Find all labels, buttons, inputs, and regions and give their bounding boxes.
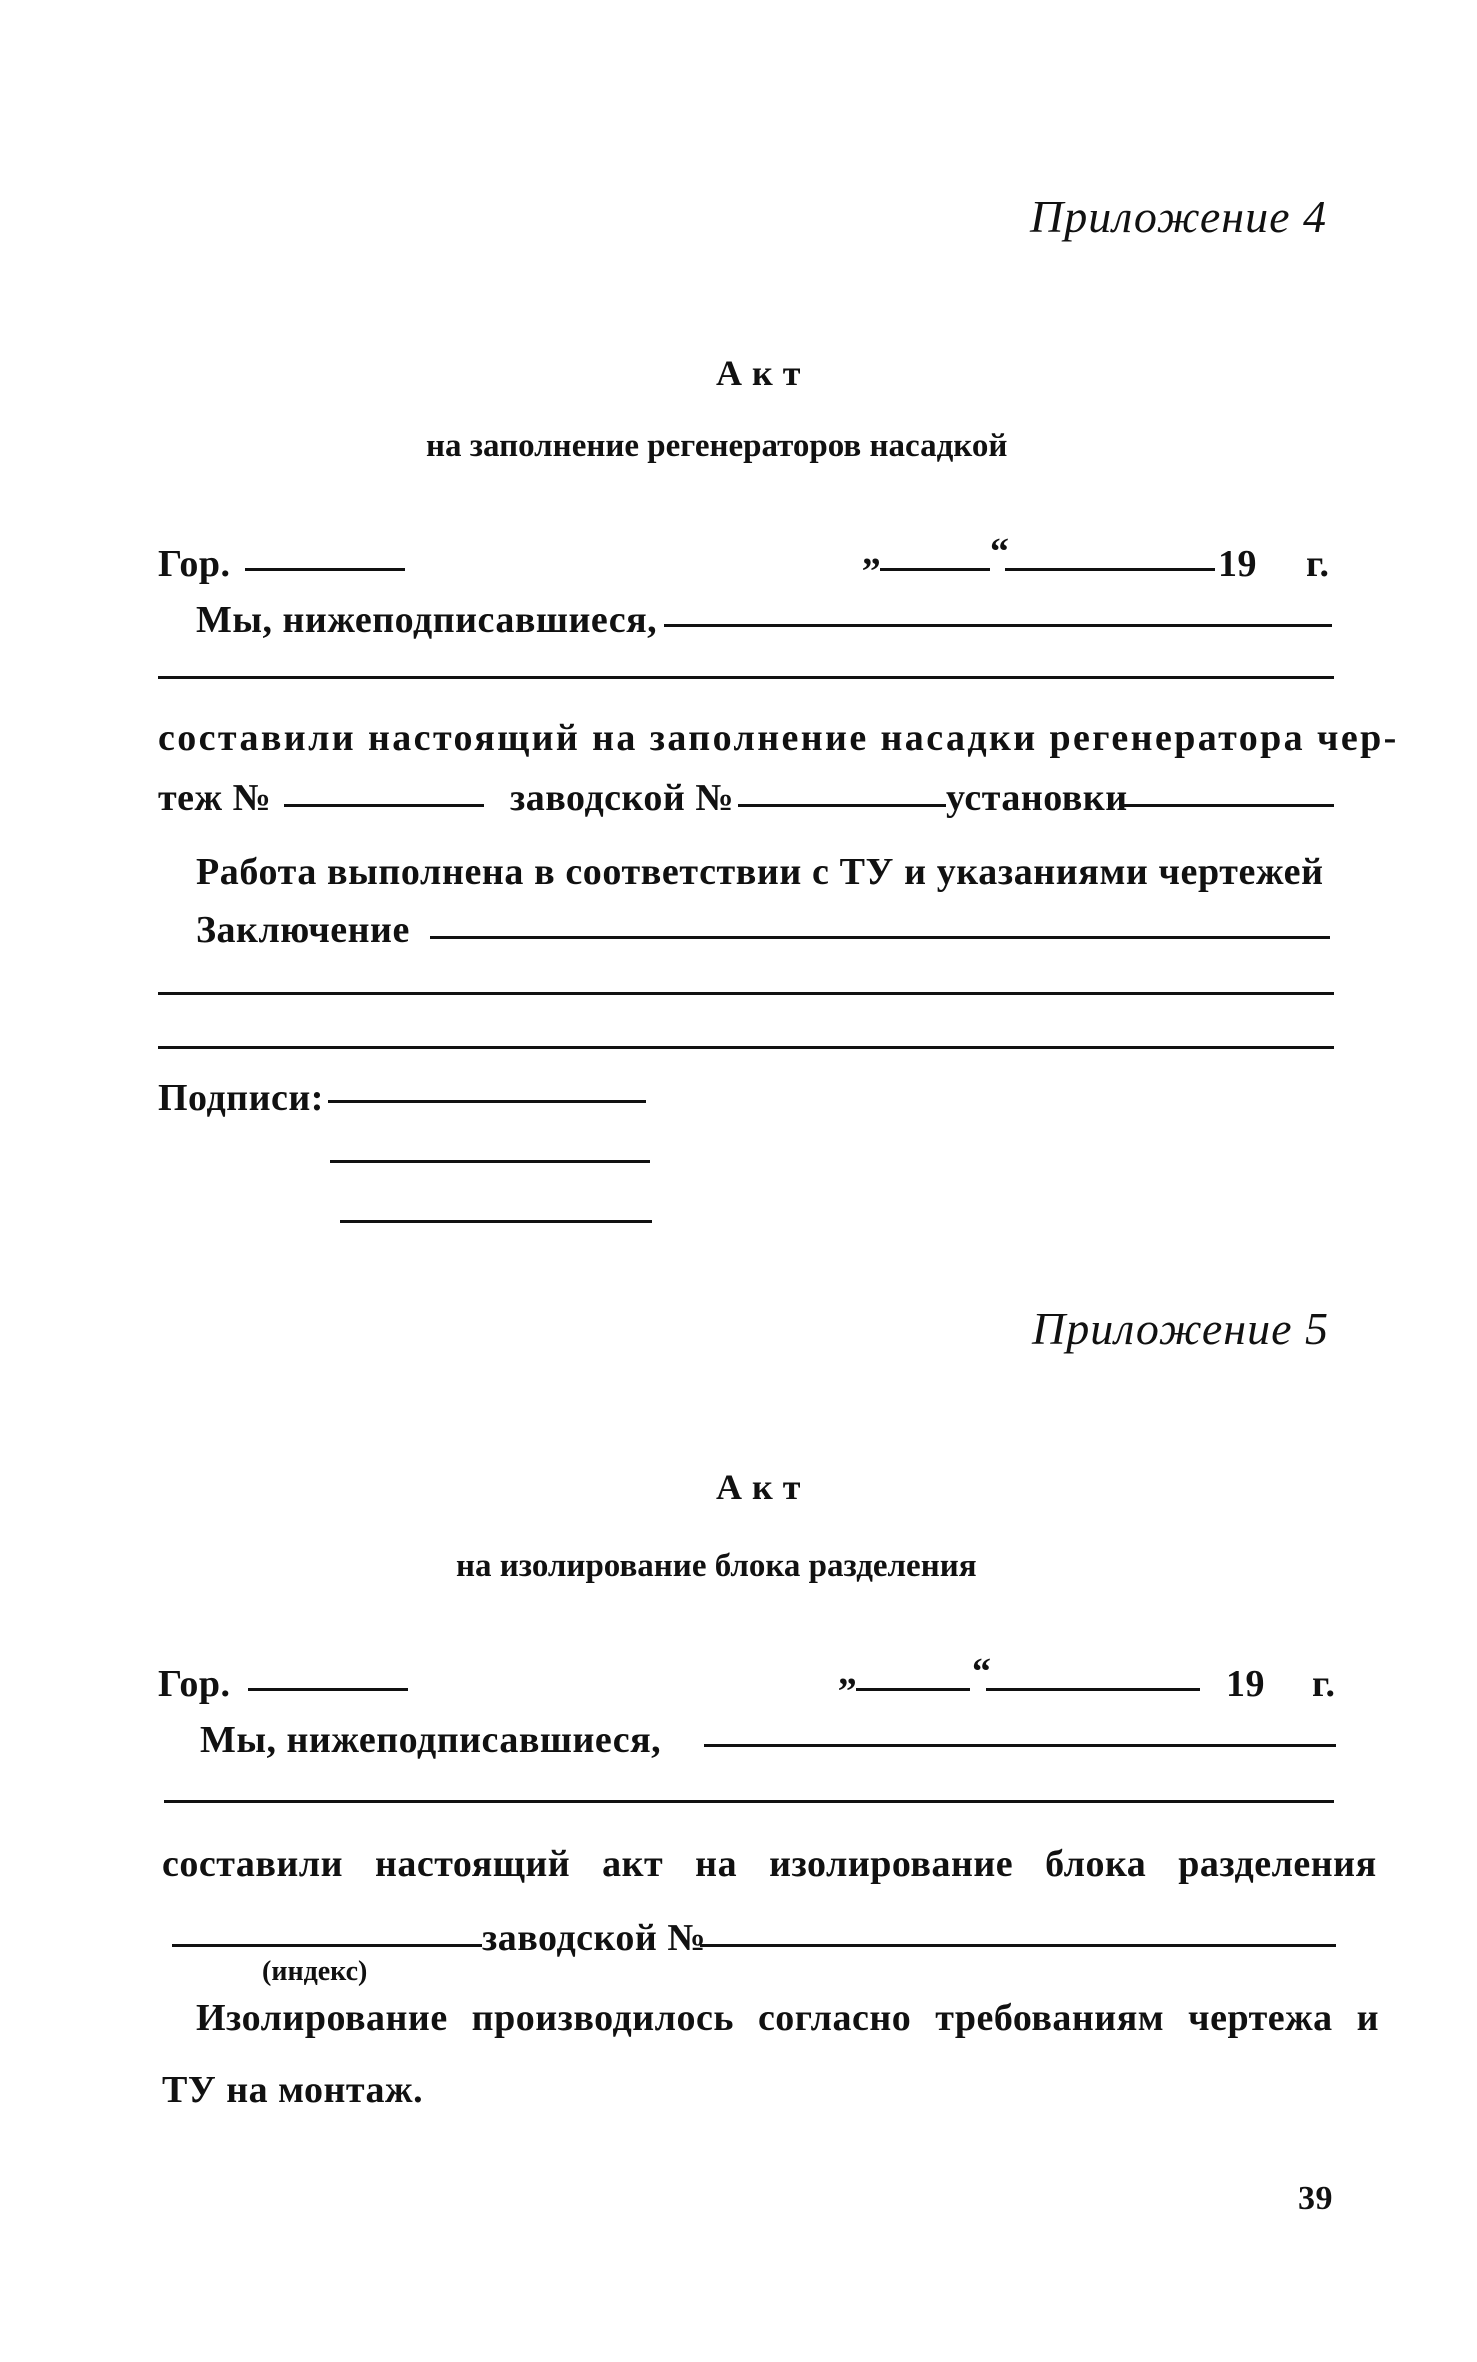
city-field[interactable] [245, 568, 405, 571]
signature-line-1[interactable] [328, 1100, 646, 1103]
index-field[interactable] [172, 1944, 482, 1947]
index-caption: (индекс) [262, 1956, 368, 1987]
conclusion-label: Заключение [196, 909, 410, 951]
tu-line: ТУ на монтаж. [162, 2069, 424, 2111]
appendix-5-header: Приложение 5 [1032, 1303, 1330, 1354]
undersigned-field[interactable] [704, 1744, 1336, 1747]
city-label: Гор. [158, 543, 231, 585]
appendix-4-header: Приложение 4 [1030, 191, 1328, 242]
year-suffix: г. [1312, 1663, 1336, 1705]
drawing-no-label: теж № [158, 777, 272, 819]
conclusion-field[interactable] [430, 936, 1330, 939]
drawing-no-field[interactable] [284, 804, 484, 807]
factory-no-label: заводской № [510, 777, 734, 819]
signatures-label: Подписи: [158, 1077, 324, 1119]
signature-line-2[interactable] [330, 1160, 650, 1163]
act-title: Акт [716, 353, 811, 393]
installation-label: установки [946, 777, 1128, 819]
date-quote-open: „ [862, 531, 881, 573]
date-quote-close: “ [972, 1651, 991, 1693]
undersigned-field-line-2[interactable] [164, 1800, 1334, 1803]
conclusion-field-line-3[interactable] [158, 1046, 1334, 1049]
act-subtitle: на изолирование блока разделения [456, 1548, 977, 1584]
year-prefix: 19 [1218, 543, 1257, 585]
signature-line-3[interactable] [340, 1220, 652, 1223]
factory-no-label: заводской № [482, 1917, 706, 1959]
date-month-field[interactable] [1005, 568, 1215, 571]
we-undersigned-label: Мы, нижеподписавшиеся, [196, 599, 658, 641]
year-suffix: г. [1306, 543, 1330, 585]
date-quote-open: „ [838, 1651, 857, 1693]
undersigned-field[interactable] [664, 624, 1332, 627]
factory-no-field[interactable] [700, 1944, 1336, 1947]
city-field[interactable] [248, 1688, 408, 1691]
act-title: Акт [716, 1467, 811, 1507]
city-label: Гор. [158, 1663, 231, 1705]
date-day-field[interactable] [856, 1688, 970, 1691]
year-prefix: 19 [1226, 1663, 1265, 1705]
factory-no-field[interactable] [738, 804, 946, 807]
page-number: 39 [1298, 2180, 1333, 2217]
we-undersigned-label: Мы, нижеподписавшиеся, [200, 1719, 662, 1761]
act-subtitle: на заполнение регенераторов насадкой [426, 428, 1008, 464]
insulation-line: Изолирование производилось согласно требованиям чертежа и [196, 1997, 1380, 2039]
date-month-field[interactable] [986, 1688, 1200, 1691]
date-quote-close: “ [990, 531, 1009, 573]
installation-field[interactable] [1122, 804, 1334, 807]
date-day-field[interactable] [880, 568, 990, 571]
undersigned-field-line-2[interactable] [158, 676, 1334, 679]
conclusion-field-line-2[interactable] [158, 992, 1334, 995]
composed-line: составили настоящий акт на изолирование блока разделения [162, 1843, 1377, 1885]
composed-line: составили настоящий на заполнение насадки регенератора чер- [158, 717, 1399, 759]
work-done-line: Работа выполнена в соответствии с ТУ и указаниями чертежей [196, 851, 1324, 893]
